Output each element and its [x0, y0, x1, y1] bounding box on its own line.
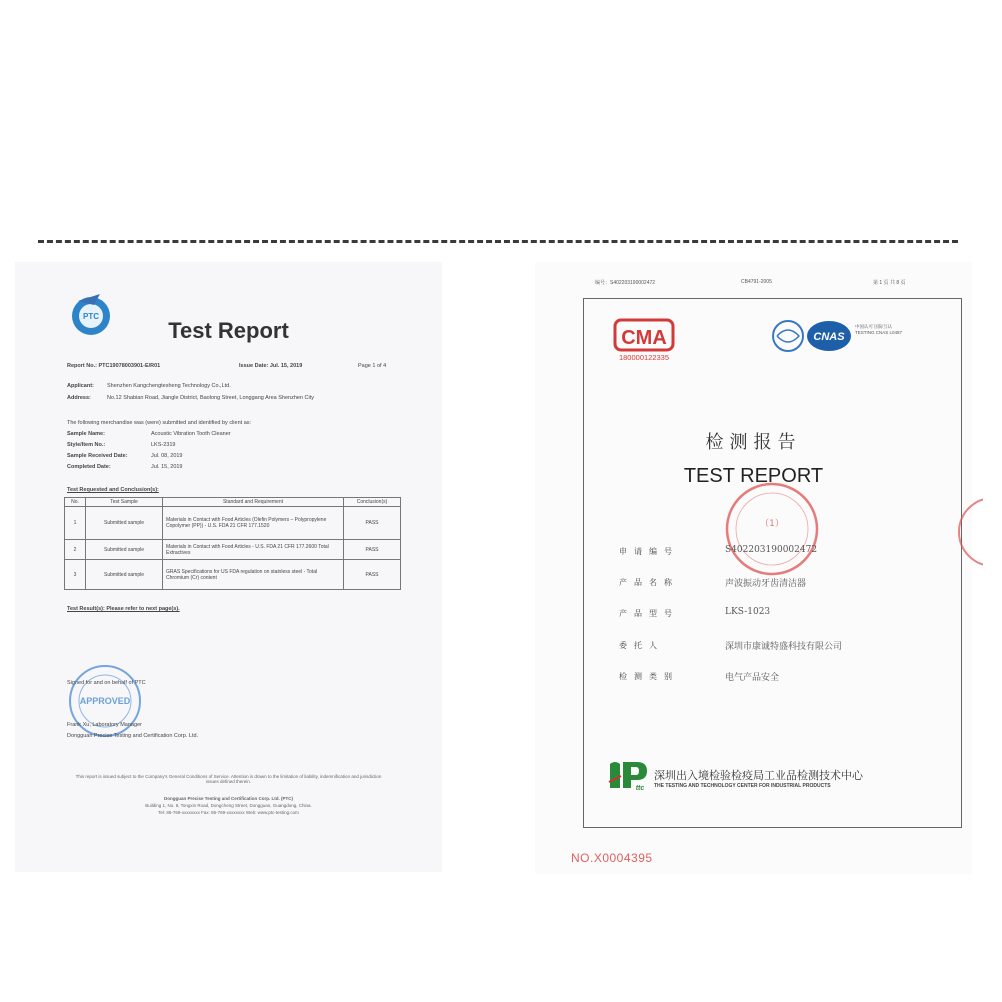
table-cell-no: 2: [65, 540, 86, 560]
field-label: 检测类别: [619, 672, 679, 681]
report-title-cn: 检测报告: [705, 432, 802, 453]
field-label: 委托人: [619, 641, 664, 650]
ptc-test-report-page: [15, 262, 442, 872]
table-cell-conclusion: PASS: [344, 560, 401, 590]
table-cell-sample: Submitted sample: [86, 540, 163, 560]
table-header: Standard and Requirement: [163, 498, 344, 507]
signer-company: Dongguan Precise Testing and Certification Corp. Ltd.: [67, 733, 199, 739]
report-title-en: TEST REPORT: [683, 465, 824, 487]
signed-for-line: Signed for and on behalf of PTC: [67, 680, 146, 686]
report-number: Report No.: PTC19078003901-E/R01: [67, 363, 161, 369]
table-cell-no: 3: [65, 560, 86, 590]
address-value: No.12 Shabian Road, Jiangle District, Baolong Street, Longgang Area Shenzhen City: [107, 395, 314, 401]
sample-name-label: Sample Name:: [67, 431, 105, 437]
org-name-cn: 深圳出入境检验检疫局工业品检测技术中心: [654, 770, 863, 782]
edge-seal-icon: [953, 492, 983, 572]
header-page: 第 1 页 共 8 页: [873, 280, 906, 286]
cnas-text: CNAS: [813, 331, 845, 343]
cnas-side-text: 中国认可 国际互认 TESTING CNAS L0487: [855, 324, 903, 335]
table-row: [65, 560, 401, 590]
field-value: 电气产品安全: [725, 673, 780, 683]
completed-date-label: Completed Date:: [67, 464, 111, 470]
serial-number: NO.X0004395: [571, 851, 653, 865]
table-cell-sample: Submitted sample: [86, 560, 163, 590]
field-label: 产品名称: [619, 578, 679, 587]
table-header: Test Sample: [86, 498, 163, 507]
seal-text: （1）: [760, 519, 784, 529]
org-name-en: THE TESTING AND TECHNOLOGY CENTER FOR INDUSTRIAL PRODUCTS: [654, 783, 831, 789]
footer-address: Building 1, No. 8, Tongxin Road, Dongcheng Street, Dongguan, Guangdong, China.: [145, 803, 312, 808]
signer-name: Frank Xu, Laboratory Manager: [67, 722, 142, 728]
applicant-label: Applicant:: [67, 383, 94, 389]
table-header-row: [65, 498, 401, 507]
field-label: 产品型号: [619, 609, 679, 618]
test-requested-heading: Test Requested and Conclusion(s):: [67, 487, 159, 493]
iptc-logo-icon: [607, 758, 651, 792]
table-cell-sample: Submitted sample: [86, 507, 163, 540]
svg-text:ttc: ttc: [635, 785, 645, 792]
conclusion-table: [64, 497, 401, 590]
received-date-value: Jul. 08, 2019: [151, 453, 183, 459]
report-title: Test Report: [168, 318, 289, 343]
table-cell-requirement: Materials in Contact with Food Articles - U.S. FDA 21 CFR 177.2600 Total Extractives: [163, 540, 344, 560]
table-cell-requirement: GRAS Specifications for US FDA regulation on stainless steel - Total Chromium (Cr) content: [163, 560, 344, 590]
footer-company: Dongguan Precise Testing and Certification Corp. Ltd. (PTC): [164, 796, 293, 801]
table-cell-requirement: Materials in Contact with Food Articles (Olefin Polymers – Polypropylene Copolymer (PP)) - U.S. FDA 21 CFR 177.1520: [163, 507, 344, 540]
completed-date-value: Jul. 15, 2019: [151, 464, 183, 470]
header-report-no: 编号：S402203190002472: [595, 280, 656, 286]
footer-disclaimer: This report is issued subject to the Company's General Conditions of Service. Attention is drawn to the limitation of liability, indemnification and jurisdiction issues defined therein.: [75, 774, 382, 784]
field-value: 声波振动牙齿清洁器: [725, 579, 807, 589]
field-value: S402203190002472: [725, 545, 818, 555]
table-row: [65, 507, 401, 540]
field-label: 申请编号: [619, 547, 679, 556]
sample-name-value: Acoustic Vibration Tooth Cleaner: [151, 431, 231, 437]
field-value: 深圳市康诚特盛科技有限公司: [725, 642, 843, 652]
table-header: Conclusion(s): [344, 498, 401, 507]
table-row: [65, 540, 401, 560]
cma-text: CMA: [621, 327, 667, 349]
field-value: LKS-1023: [725, 607, 771, 617]
received-date-label: Sample Received Date:: [67, 453, 128, 459]
table-cell-conclusion: PASS: [344, 540, 401, 560]
table-cell-conclusion: PASS: [344, 507, 401, 540]
page-number: Page 1 of 4: [358, 363, 387, 369]
header-standard: CB4791-2005: [741, 279, 772, 285]
address-label: Address:: [67, 395, 91, 401]
applicant-value: Shenzhen Kangchengtesheng Technology Co.,Ltd.: [107, 383, 231, 389]
stamp-text: APPROVED: [79, 696, 131, 706]
style-value: LKS-2319: [151, 442, 176, 448]
footer-contact: Tel: 86-769-xxxxxxxx Fax: 86-769-xxxxxxxx Web: www.ptc-testing.com: [158, 810, 299, 815]
dashed-divider: [38, 240, 958, 243]
cma-logo-icon: [613, 318, 675, 364]
ptc-logo-text: PTC: [83, 312, 99, 321]
test-results-line: Test Result(s): Please refer to next page(s).: [67, 606, 180, 612]
cn-test-report-page: [535, 262, 972, 874]
table-header: No.: [65, 498, 86, 507]
merchandise-line: The following merchandise was (were) submitted and identified by client as:: [67, 420, 252, 426]
table-cell-no: 1: [65, 507, 86, 540]
style-label: Style/Item No.:: [67, 442, 106, 448]
issue-date: Issue Date: Jul. 15, 2019: [239, 363, 303, 369]
cma-number: 180000122335: [618, 353, 670, 362]
red-seal-icon: [723, 480, 821, 578]
